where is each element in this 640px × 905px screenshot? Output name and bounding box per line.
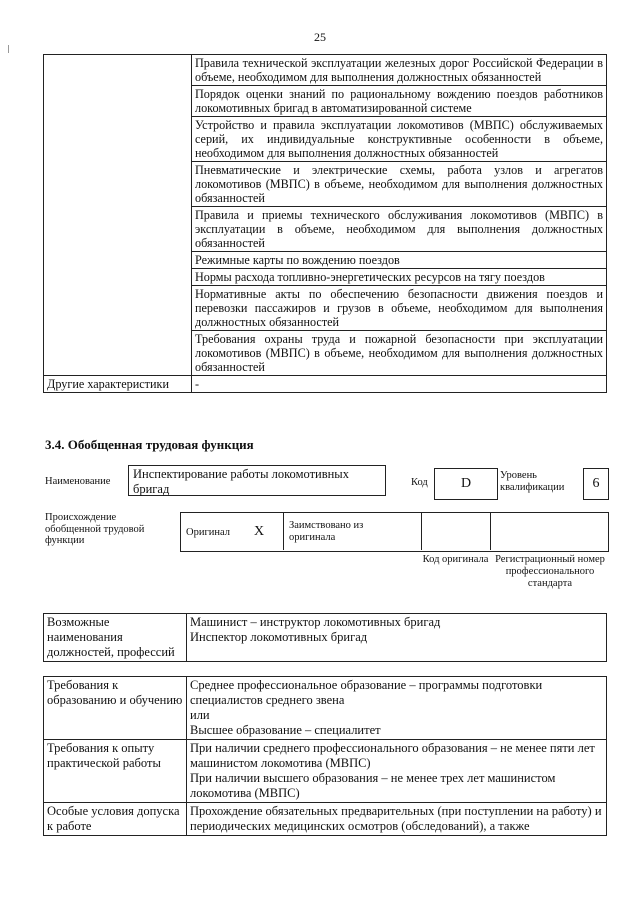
other-value: - xyxy=(192,376,607,393)
requirement-cell: Порядок оценки знаний по рациональному вождению поездов работников локомотивных бригад в автоматизированной системе xyxy=(192,86,607,117)
divider xyxy=(283,512,284,550)
origin-box xyxy=(180,512,609,552)
positions-label: Возможные наименования должностей, профессий xyxy=(44,614,187,662)
original-label: Оригинал xyxy=(186,527,230,538)
position-item: Инспектор локомотивных бригад xyxy=(190,630,368,644)
borrowed-label: Заимствовано из оригинала xyxy=(289,520,364,543)
requirement-cell: Режимные карты по вождению поездов xyxy=(192,252,607,269)
table-row xyxy=(44,55,607,86)
requirement-cell: Правила и приемы технического обслуживания локомотивов (МВПС) в эксплуатации в объеме, необходимом для выполнения должностных обязанностей xyxy=(192,207,607,252)
code-value: D xyxy=(434,468,498,500)
empty-label-cell xyxy=(44,55,192,376)
requirement-cell: Устройство и правила эксплуатации локомотивов (МВПС) обслуживаемых серий, их индивидуальные конструктивные особенности в объеме, необходимом для выполнения должностных обязанностей xyxy=(192,117,607,162)
origin-label: Происхождение обобщенной трудовой функции xyxy=(45,512,145,546)
table-row xyxy=(44,740,607,803)
positions-table xyxy=(43,613,607,662)
page-number: 25 xyxy=(314,30,326,44)
knowledge-table xyxy=(43,54,607,393)
edu-line: или xyxy=(190,708,210,722)
requirement-cell: Правила технической эксплуатации железных дорог Российской Федерации в объеме, необходимом для выполнения должностных обязанностей xyxy=(192,55,607,86)
divider xyxy=(490,512,491,550)
edu-line: Высшее образование – специалитет xyxy=(190,723,381,737)
other-label: Другие характеристики xyxy=(44,376,192,393)
special-value: Прохождение обязательных предварительных (при поступлении на работу) и периодических медицинских осмотров (обследований), а также xyxy=(187,803,607,836)
edu-label: Требования к образованию и обучению xyxy=(44,677,187,740)
level-value: 6 xyxy=(583,468,609,500)
exp-value xyxy=(187,740,607,803)
name-value: Инспектирование работы локомотивных бригад xyxy=(128,465,386,496)
divider xyxy=(421,512,422,550)
exp-label: Требования к опыту практической работы xyxy=(44,740,187,803)
requirement-cell: Требования охраны труда и пожарной безопасности при эксплуатации локомотивов (МВПС) в объеме, необходимом для выполнения должностных обязанностей xyxy=(192,331,607,376)
code-original-caption: Код оригинала xyxy=(422,554,489,565)
requirement-cell: Пневматические и электрические схемы, работа узлов и агрегатов локомотивов (МВПС) в объеме, необходимом для выполнения должностных обязанностей xyxy=(192,162,607,207)
table-row xyxy=(44,803,607,836)
requirement-cell: Нормы расхода топливно-энергетических ресурсов на тягу поездов xyxy=(192,269,607,286)
code-label: Код xyxy=(411,477,428,488)
edu-line: Среднее профессиональное образование – программы подготовки специалистов среднего звена xyxy=(190,678,543,707)
special-label: Особые условия допуска к работе xyxy=(44,803,187,836)
name-label: Наименование xyxy=(45,476,111,487)
reg-number-caption: Регистрационный номер профессионального стандарта xyxy=(495,554,605,589)
level-label: Уровень квалификации xyxy=(500,470,565,493)
requirements-table xyxy=(43,676,607,836)
table-row xyxy=(44,614,607,662)
section-title: 3.4. Обобщенная трудовая функция xyxy=(45,437,254,452)
margin-mark xyxy=(8,45,9,53)
position-item: Машинист – инструктор локомотивных бригад xyxy=(190,615,441,629)
exp-line: При наличии среднего профессионального образования – не менее пяти лет машинистом локомотива (МВПС) xyxy=(190,741,595,770)
table-row xyxy=(44,376,607,393)
original-mark: X xyxy=(254,524,265,539)
edu-value xyxy=(187,677,607,740)
table-row xyxy=(44,677,607,740)
requirement-cell: Нормативные акты по обеспечению безопасности движения поездов и перевозки пассажиров и грузов в объеме, необходимом для выполнения должностных обязанностей xyxy=(192,286,607,331)
exp-line: При наличии высшего образования – не менее трех лет машинистом локомотива (МВПС) xyxy=(190,771,556,800)
positions-value xyxy=(187,614,607,662)
